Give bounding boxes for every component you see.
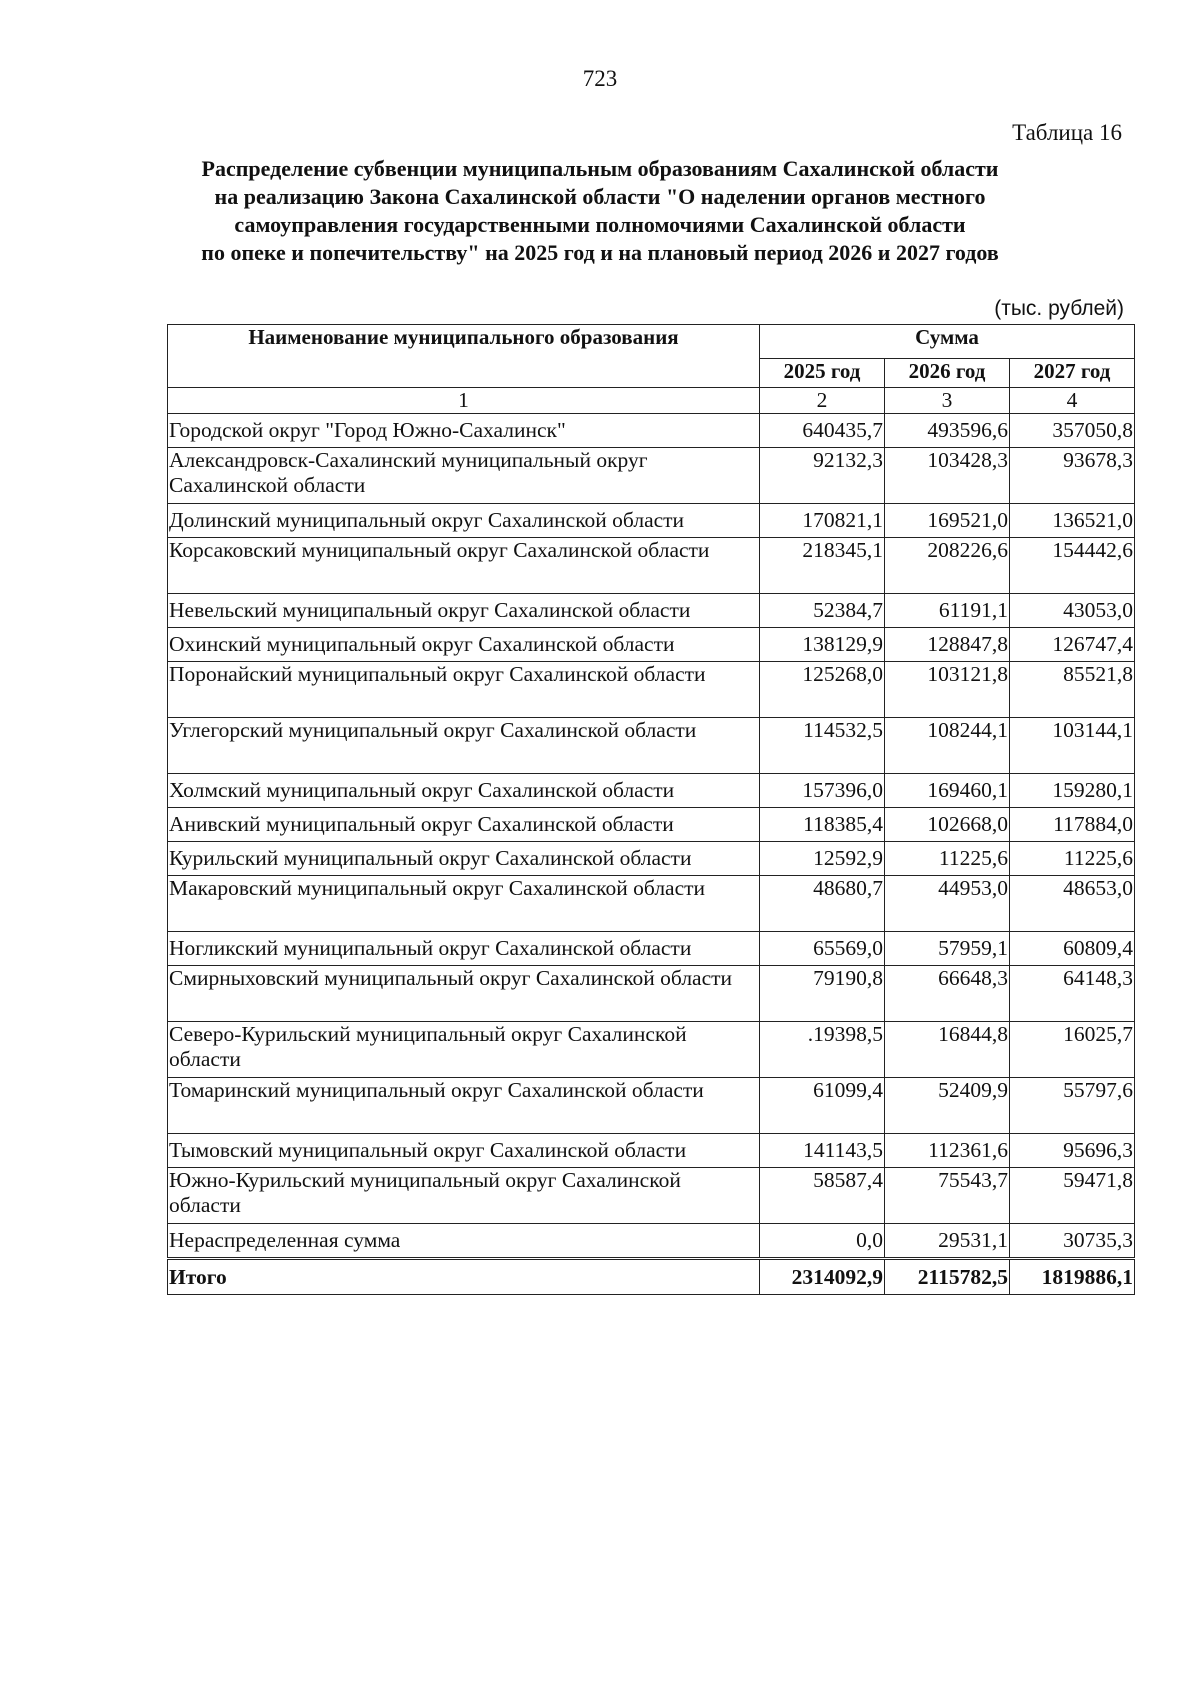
value-2026: 66648,3 bbox=[885, 966, 1010, 1022]
row-name: Корсаковский муниципальный округ Сахалинской области bbox=[168, 538, 760, 594]
value-2026: 108244,1 bbox=[885, 718, 1010, 774]
header-year-2026: 2026 год bbox=[885, 359, 1010, 388]
value-2026: 16844,8 bbox=[885, 1022, 1010, 1078]
table-row bbox=[168, 448, 1135, 504]
row-name: Северо-Курильский муниципальный округ Сахалинской области bbox=[168, 1022, 760, 1078]
document-title bbox=[140, 155, 1060, 267]
title-line: Распределение субвенции муниципальным образованиям Сахалинской области bbox=[201, 156, 999, 181]
table-row bbox=[168, 414, 1135, 448]
table-row bbox=[168, 808, 1135, 842]
value-2025: 157396,0 bbox=[760, 774, 885, 808]
value-2027: 159280,1 bbox=[1010, 774, 1135, 808]
value-2027: 43053,0 bbox=[1010, 594, 1135, 628]
header-sum: Сумма bbox=[760, 325, 1135, 359]
row-name: Томаринский муниципальный округ Сахалинской области bbox=[168, 1078, 760, 1134]
row-name: Макаровский муниципальный округ Сахалинской области bbox=[168, 876, 760, 932]
value-2027: 117884,0 bbox=[1010, 808, 1135, 842]
value-2025: 12592,9 bbox=[760, 842, 885, 876]
value-2027: 103144,1 bbox=[1010, 718, 1135, 774]
value-2025: 114532,5 bbox=[760, 718, 885, 774]
table-row bbox=[168, 1134, 1135, 1168]
value-2026: 128847,8 bbox=[885, 628, 1010, 662]
value-2026: 29531,1 bbox=[885, 1224, 1010, 1259]
value-2026: 75543,7 bbox=[885, 1168, 1010, 1224]
total-2026: 2115782,5 bbox=[885, 1259, 1010, 1295]
total-label: Итого bbox=[168, 1259, 760, 1295]
value-2025: 48680,7 bbox=[760, 876, 885, 932]
value-2027: 16025,7 bbox=[1010, 1022, 1135, 1078]
row-name: Анивский муниципальный округ Сахалинской области bbox=[168, 808, 760, 842]
value-2025: 79190,8 bbox=[760, 966, 885, 1022]
row-name: Курильский муниципальный округ Сахалинской области bbox=[168, 842, 760, 876]
row-name: Тымовский муниципальный округ Сахалинской области bbox=[168, 1134, 760, 1168]
row-name: Холмский муниципальный округ Сахалинской области bbox=[168, 774, 760, 808]
units-label: (тыс. рублей) bbox=[994, 297, 1124, 320]
row-name: Невельский муниципальный округ Сахалинской области bbox=[168, 594, 760, 628]
column-number: 1 bbox=[168, 388, 760, 414]
row-name: Поронайский муниципальный округ Сахалинской области bbox=[168, 662, 760, 718]
row-name: Южно-Курильский муниципальный округ Сахалинской области bbox=[168, 1168, 760, 1224]
table-row bbox=[168, 966, 1135, 1022]
row-name: Охинский муниципальный округ Сахалинской области bbox=[168, 628, 760, 662]
value-2026: 169460,1 bbox=[885, 774, 1010, 808]
value-2025: 61099,4 bbox=[760, 1078, 885, 1134]
table-row bbox=[168, 1022, 1135, 1078]
value-2025: 58587,4 bbox=[760, 1168, 885, 1224]
row-name: Углегорский муниципальный округ Сахалинской области bbox=[168, 718, 760, 774]
value-2027: 95696,3 bbox=[1010, 1134, 1135, 1168]
value-2027: 126747,4 bbox=[1010, 628, 1135, 662]
table-row bbox=[168, 1078, 1135, 1134]
value-2027: 85521,8 bbox=[1010, 662, 1135, 718]
value-2026: 112361,6 bbox=[885, 1134, 1010, 1168]
value-2026: 208226,6 bbox=[885, 538, 1010, 594]
value-2025: 218345,1 bbox=[760, 538, 885, 594]
value-2025: 138129,9 bbox=[760, 628, 885, 662]
subvention-table bbox=[167, 324, 1135, 1295]
value-2027: 60809,4 bbox=[1010, 932, 1135, 966]
value-2026: 103121,8 bbox=[885, 662, 1010, 718]
value-2027: 357050,8 bbox=[1010, 414, 1135, 448]
value-2025: 170821,1 bbox=[760, 504, 885, 538]
total-2025: 2314092,9 bbox=[760, 1259, 885, 1295]
value-2025: 92132,3 bbox=[760, 448, 885, 504]
value-2025: 52384,7 bbox=[760, 594, 885, 628]
value-2027: 55797,6 bbox=[1010, 1078, 1135, 1134]
title-line: самоуправления государственными полномочиями Сахалинской области bbox=[234, 212, 966, 237]
table-label: Таблица 16 bbox=[1012, 120, 1122, 145]
table-row bbox=[168, 628, 1135, 662]
value-2027: 59471,8 bbox=[1010, 1168, 1135, 1224]
table-row bbox=[168, 594, 1135, 628]
value-2026: 11225,6 bbox=[885, 842, 1010, 876]
table-row bbox=[168, 932, 1135, 966]
header-name: Наименование муниципального образования bbox=[168, 325, 760, 388]
value-2025: 0,0 bbox=[760, 1224, 885, 1259]
value-2025: 65569,0 bbox=[760, 932, 885, 966]
column-number: 3 bbox=[885, 388, 1010, 414]
value-2026: 57959,1 bbox=[885, 932, 1010, 966]
header-year-2027: 2027 год bbox=[1010, 359, 1135, 388]
row-name: Смирныховский муниципальный округ Сахалинской области bbox=[168, 966, 760, 1022]
value-2026: 102668,0 bbox=[885, 808, 1010, 842]
total-row bbox=[168, 1259, 1135, 1295]
table-row bbox=[168, 718, 1135, 774]
table-row bbox=[168, 1224, 1135, 1259]
value-2026: 103428,3 bbox=[885, 448, 1010, 504]
title-line: на реализацию Закона Сахалинской области "О наделении органов местного bbox=[214, 184, 986, 209]
table-row bbox=[168, 538, 1135, 594]
value-2027: 93678,3 bbox=[1010, 448, 1135, 504]
column-number: 2 bbox=[760, 388, 885, 414]
value-2027: 64148,3 bbox=[1010, 966, 1135, 1022]
header-year-2025: 2025 год bbox=[760, 359, 885, 388]
value-2025: 125268,0 bbox=[760, 662, 885, 718]
row-name: Нераспределенная сумма bbox=[168, 1224, 760, 1259]
table-row bbox=[168, 504, 1135, 538]
value-2025: 640435,7 bbox=[760, 414, 885, 448]
value-2027: 48653,0 bbox=[1010, 876, 1135, 932]
value-2025: .19398,5 bbox=[760, 1022, 885, 1078]
title-line: по опеке и попечительству" на 2025 год и на плановый период 2026 и 2027 годов bbox=[201, 240, 999, 265]
row-name: Александровск-Сахалинский муниципальный округ Сахалинской области bbox=[168, 448, 760, 504]
column-number: 4 bbox=[1010, 388, 1135, 414]
value-2026: 61191,1 bbox=[885, 594, 1010, 628]
table-row bbox=[168, 842, 1135, 876]
row-name: Ногликский муниципальный округ Сахалинской области bbox=[168, 932, 760, 966]
table-row bbox=[168, 876, 1135, 932]
table-row bbox=[168, 774, 1135, 808]
value-2027: 136521,0 bbox=[1010, 504, 1135, 538]
value-2027: 154442,6 bbox=[1010, 538, 1135, 594]
value-2026: 169521,0 bbox=[885, 504, 1010, 538]
row-name: Долинский муниципальный округ Сахалинской области bbox=[168, 504, 760, 538]
total-2027: 1819886,1 bbox=[1010, 1259, 1135, 1295]
row-name: Городской округ "Город Южно-Сахалинск" bbox=[168, 414, 760, 448]
table-row bbox=[168, 662, 1135, 718]
value-2026: 52409,9 bbox=[885, 1078, 1010, 1134]
value-2027: 11225,6 bbox=[1010, 842, 1135, 876]
table-row bbox=[168, 1168, 1135, 1224]
value-2026: 493596,6 bbox=[885, 414, 1010, 448]
value-2026: 44953,0 bbox=[885, 876, 1010, 932]
page-number: 723 bbox=[582, 66, 618, 91]
value-2025: 141143,5 bbox=[760, 1134, 885, 1168]
value-2027: 30735,3 bbox=[1010, 1224, 1135, 1259]
value-2025: 118385,4 bbox=[760, 808, 885, 842]
